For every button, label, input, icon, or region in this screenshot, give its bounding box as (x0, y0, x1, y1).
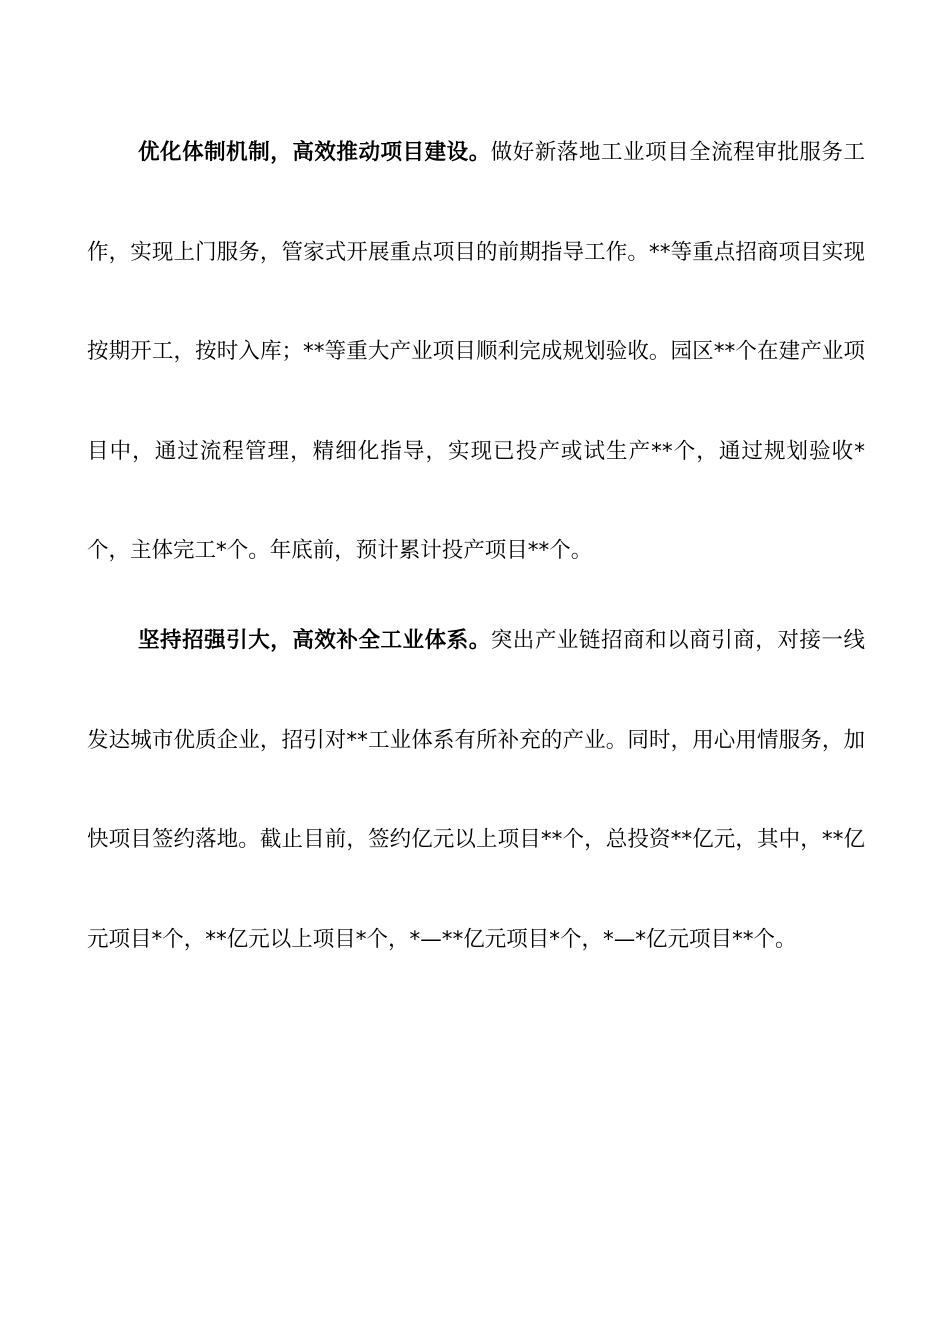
paragraph-project-construction (87, 103, 865, 601)
paragraph-investment-attraction (87, 591, 865, 989)
paragraph-body: 突出产业链招商和以商引商，对接一线发达城市优质企业，招引对**工业体系有所补充的产业。同时，用心用情服务，加快项目签约落地。截止目前，签约亿元以上项目**个，总投资**亿元，其中，**亿元项目*个，**亿元以上项目*个，*—**亿元项目*个，*—*亿元项目**个。 (87, 628, 865, 952)
paragraph-heading: 坚持招强引大，高效补全工业体系。 (138, 628, 491, 653)
paragraph-heading: 优化体制机制，高效推动项目建设。 (138, 140, 491, 165)
paragraph-body: 做好新落地工业项目全流程审批服务工作，实现上门服务，管家式开展重点项目的前期指导工作。**等重点招商项目实现按期开工，按时入库；**等重大产业项目顺利完成规划验收。园区**个在建产业项目中，通过流程管理，精细化指导，实现已投产或试生产**个，通过规划验收*个，主体完工*个。年底前，预计累计投产项目**个。 (87, 140, 865, 563)
